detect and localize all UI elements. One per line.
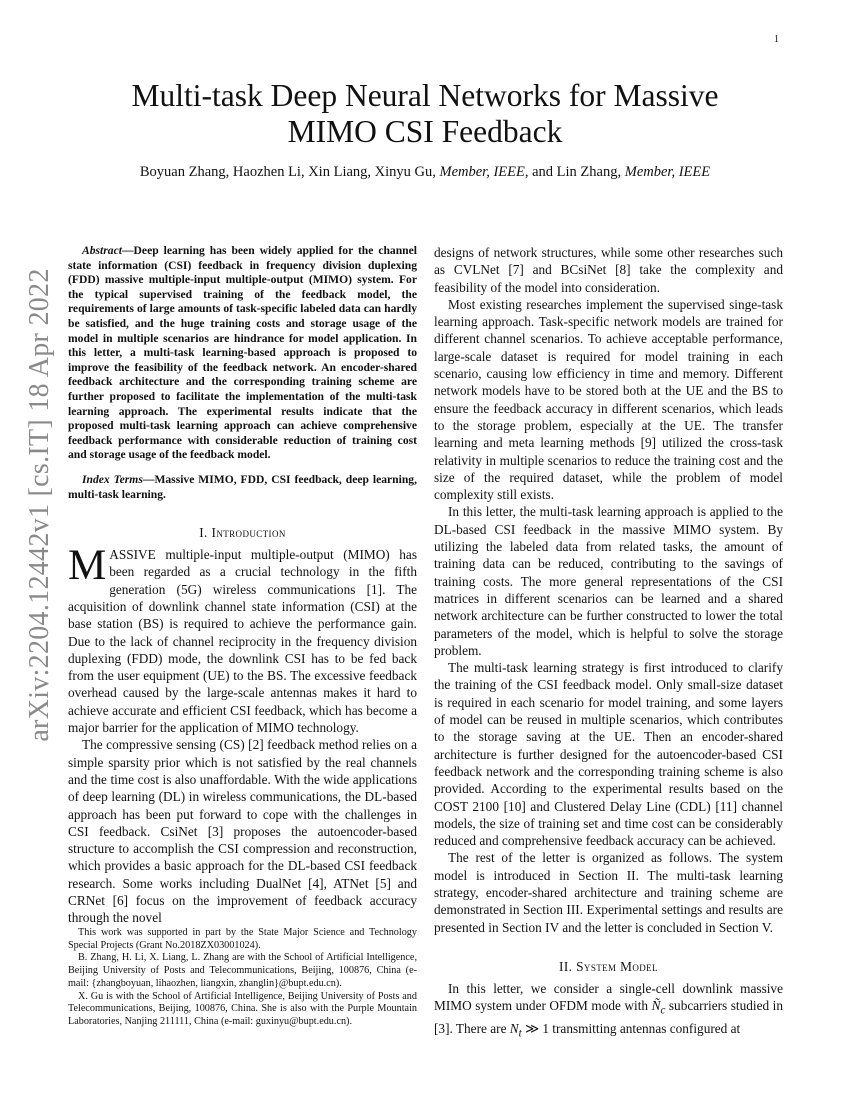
index-terms-dash: — bbox=[142, 472, 155, 486]
author-membership-1: Member, IEEE bbox=[439, 164, 525, 180]
section-2-numeral: II. bbox=[559, 958, 577, 974]
title-line-1: Multi-task Deep Neural Networks for Massive bbox=[131, 78, 719, 113]
index-terms bbox=[68, 473, 417, 502]
math-nc-symbol: Ñ bbox=[651, 998, 661, 1014]
section-heading-introduction bbox=[68, 524, 417, 541]
intro-paragraph-3: Most existing researches implement the supervised singe-task learning approach. Task-specific network models are trained for different channel scenarios. To achieve acceptable performance, large-scale dataset is required for model training in each scenario, causing low efficiency in time and memory. Different network models have to be stored both at the UE and the BS to ensure the feedback accuracy in different scenarios, which leads to the storage problem, especially at the UE. The transfer learning and meta learning methods [9] utilized the cross-task relativity in multiple scenarios to reduce the training cost and the size of the required dataset, while the problem of model complexity still exists. bbox=[434, 296, 783, 503]
footnotes bbox=[68, 927, 417, 1029]
author-names: Boyuan Zhang, Haozhen Li, Xin Liang, Xinyu Gu, bbox=[139, 164, 440, 180]
abstract-dash: — bbox=[121, 244, 134, 257]
math-nt-subscript: t bbox=[518, 1027, 522, 1040]
intro-paragraph-5: The multi-task learning strategy is first introduced to clarify the training of the CSI feedback model. Only small-size dataset is required in each scenario for model training, and some layers of model can be reused in multiple scenarios, which contributes to the storage saving at the UE. Then an encoder-shared architecture is further designed for the autoencoder-based CSI feedback network and the corresponding training scheme is also provided. According to the experimental results based on the COST 2100 [10] and Clustered Delay Line (CDL) [11] channel models, the size of training set and time cost can be considerably reduced and comprehensive feedback accuracy can be achieved. bbox=[434, 660, 783, 849]
arxiv-stamp-text: arXiv:2204.12442v1 [cs.IT] 18 Apr 2022 bbox=[24, 268, 55, 742]
math-nc-subscript: c bbox=[660, 1004, 666, 1017]
intro-paragraph-continued: designs of network structures, while some other researches such as CVLNet [7] and BCsiNet [8] take the complexity and feasibility of the model into consideration. bbox=[434, 245, 783, 295]
title-line-2: MIMO CSI Feedback bbox=[287, 114, 563, 149]
author-membership-2: Member, IEEE bbox=[624, 164, 711, 180]
section-1-numeral: I. bbox=[199, 525, 212, 541]
right-column bbox=[434, 244, 783, 1043]
system-model-paragraph-1 bbox=[434, 980, 783, 1043]
drop-cap: M bbox=[68, 542, 107, 590]
abstract bbox=[68, 244, 417, 463]
section-heading-system-model bbox=[434, 958, 783, 975]
author-list bbox=[60, 163, 790, 181]
system-text-b: subcarriers studied in [3]. There are bbox=[434, 998, 783, 1037]
math-nc bbox=[651, 998, 666, 1017]
intro-paragraph-4: In this letter, the multi-task learning approach is applied to the DL-based CSI feedback in the massive MIMO system. By utilizing the labeled data from related tasks, the amount of training data can be reduced, contributing to the savings of training costs. The more general representations of the CSI matrices in different scenarios can be learned and a shared network architecture can be further constructed to lower the total parameters of the model, which is helpful to solve the storage problem. bbox=[434, 504, 783, 658]
footnote-funding: This work was supported in part by the State Major Science and Technology Special Projects (Grant No.2018ZX03001024). bbox=[68, 927, 417, 951]
math-nt bbox=[509, 1021, 522, 1040]
abstract-label: Abstract bbox=[82, 244, 122, 257]
index-terms-text: Massive MIMO, FDD, CSI feedback, deep learning, multi-task learning. bbox=[68, 472, 417, 501]
system-text-c: ≫ 1 transmitting antennas configured at bbox=[521, 1021, 741, 1037]
author-last: , and Lin Zhang, bbox=[524, 164, 625, 180]
left-column bbox=[68, 244, 417, 927]
intro-paragraph-1-text: ASSIVE multiple-input multiple-output (MIMO) has been regarded as a crucial technology in the fifth generation (5G) wireless communications [1]. The acquisition of downlink channel state information (CSI) at the base station (BS) is required to achieve the performance gain. Due to the lack of channel reciprocity in the frequency division duplexing (FDD) mode, the downlink CSI has to be fed back from the user equipment (UE) to the BS. The excessive feedback overhead caused by the large-scale antennas makes it hard to achieve accurate and efficient CSI feedback, which has become a major barrier for the application of MIMO technology. bbox=[68, 547, 417, 736]
footnote-affiliation-2: X. Gu is with the School of Artificial Intelligence, Beijing University of Posts and Telecommunications, Beijing, 100876, China. She is also with the Purple Mountain Laboratories, Nanjing 211111, China (e-mail: guxinyu@bupt.edu.cn). bbox=[68, 990, 417, 1027]
abstract-text: Deep learning has been widely applied for the channel state information (CSI) feedback in frequency division duplexing (FDD) massive multiple-input multiple-output (MIMO) system. For the typical supervised training of the feedback model, the requirements of large amounts of task-specific labeled data can hardly be satisfied, and the huge training costs and storage usage of the model in multiple scenarios are hindrance for model application. In this letter, a multi-task learning-based approach is proposed to improve the feasibility of the feedback network. An encoder-shared feedback architecture and the corresponding training scheme are further proposed to facilitate the implementation of the multi-task learning approach. The experimental results indicate that the proposed multi-task learning approach can achieve comprehensive feedback performance with considerable reduction of training cost and storage usage of the feedback model. bbox=[68, 244, 417, 462]
section-1-title: Introduction bbox=[211, 525, 286, 541]
intro-paragraph-2: The compressive sensing (CS) [2] feedback method relies on a simple sparsity prior which is not satisfied by the real channels and the time cost is also unaffordable. With the wide applications of deep learning (DL) in wireless communications, the DL-based approach has been put forward to cope with the challenges in CSI feedback. CsiNet [3] proposes the autoencoder-based structure to accomplish the CSI compression and reconstruction, which provides a basic approach for the DL-based CSI feedback research. Some works including DualNet [4], ATNet [5] and CRNet [6] focus on the improvement of feedback accuracy through the novel bbox=[68, 737, 417, 926]
paper-title bbox=[80, 78, 770, 150]
footnote-affiliation-1: B. Zhang, H. Li, X. Liang, L. Zhang are with the School of Artificial Intelligence, Beijing University of Posts and Telecommunications, Beijing, 100876, China (e-mail: {zhangboyuan, lihaozhen, liangxin, zhanglin}@bupt.edu.cn). bbox=[68, 952, 417, 989]
intro-paragraph-6: The rest of the letter is organized as follows. The system model is introduced in Section II. The multi-task learning strategy, encoder-shared architecture and training scheme are demonstrated in Section III. Experimental settings and results are presented in Section IV and the letter is concluded in Section V. bbox=[434, 850, 783, 935]
math-nt-symbol: N bbox=[509, 1021, 519, 1037]
page-number: 1 bbox=[774, 34, 779, 45]
intro-paragraph-1 bbox=[68, 542, 417, 736]
section-2-title: System Model bbox=[576, 958, 658, 974]
system-text-a: In this letter, we consider a single-cell downlink massive MIMO system under OFDM mode with bbox=[434, 980, 783, 1014]
index-terms-label: Index Terms bbox=[82, 472, 143, 486]
